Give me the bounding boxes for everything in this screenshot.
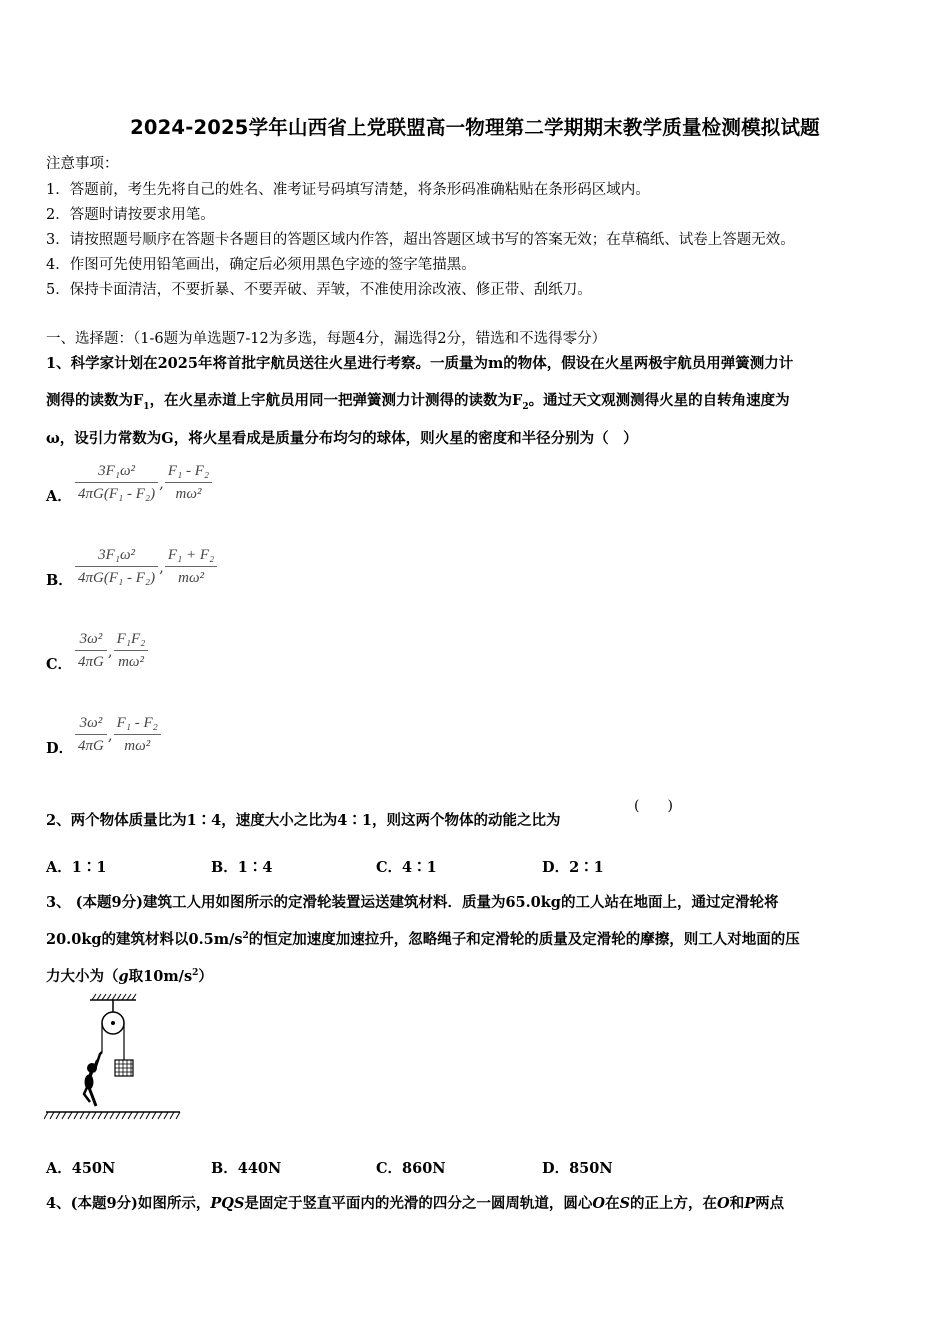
q1-option-a-label[interactable]: A． <box>46 488 72 505</box>
pulley-diagram <box>44 990 184 1125</box>
ground <box>44 1112 180 1119</box>
notice-item: 2．答题时请按要求用笔。 <box>46 207 215 223</box>
q4-stem-line1: 4、(本题9分)如图所示，PQS是固定于竖直平面内的光滑的四分之一圆周轨道，圆心O在S的正上方，在O和P两点 <box>46 1195 785 1212</box>
q2-choice-b[interactable]: B．1∶4 <box>211 859 273 876</box>
q2-choice-d[interactable]: D．2∶1 <box>542 859 604 876</box>
notice-item: 3．请按照题号顺序在答题卡各题目的答题区域内作答，超出答题区域书写的答案无效；在草稿纸、试卷上答题无效。 <box>46 232 795 248</box>
notice-item: 1．答题前，考生先将自己的姓名、准考证号码填写清楚，将条形码准确粘贴在条形码区域内。 <box>46 182 650 198</box>
q3-choice-a[interactable]: A．450N <box>46 1160 116 1177</box>
page-title: 2024-2025学年山西省上党联盟高一物理第二学期期末教学质量检测模拟试题 <box>130 116 820 139</box>
material-block <box>115 1060 133 1076</box>
q3-stem-line3: 力大小为（g取$10m/s^2$） <box>46 968 213 985</box>
q1-option-b-formula: $\frac{\text{3F₁ω²}}{\text{4πG(F₁ - F₂)}}$ , $\frac{\text{F₁ + F₂}}{\text{mω²}}$ <box>75 544 217 589</box>
q3-choice-c[interactable]: C．860N <box>376 1160 446 1177</box>
notice-item: 5．保持卡面清洁，不要折暴、不要弄破、弄皱，不准使用涂改液、修正带、刮纸刀。 <box>46 282 592 298</box>
q1-option-d-label[interactable]: D． <box>46 740 74 757</box>
q2-stem: 2、两个物体质量比为1∶4，速度大小之比为4∶1，则这两个物体的动能之比为 <box>46 812 561 829</box>
section-heading: 一、选择题：（1-6题为单选题7-12为多选，每题4分，漏选得2分，错选和不选得零分） <box>46 331 607 347</box>
q1-option-a-formula: $\frac{\text{3F₁ω²}}{\text{4πG(F₁ - F₂)}}$ , $\frac{\text{F₁ - F₂}}{\text{mω²}}$ <box>75 460 212 505</box>
q2-choice-c[interactable]: C．4∶1 <box>376 859 437 876</box>
q2-answer-paren: ( ) <box>634 798 673 814</box>
q1-option-c-formula: $\frac{\text{3ω²}}{4\pi G}$ , $\frac{\text{F₁F₂}}{\text{mω²}}$ <box>75 628 148 673</box>
q1-option-d-formula: $\frac{\text{3ω²}}{4\pi G}$ , $\frac{\text{F₁ - F₂}}{\text{mω²}}$ <box>75 712 161 757</box>
q1-option-b-label[interactable]: B． <box>46 572 73 589</box>
notice-item: 4．作图可先使用铅笔画出，确定后必须用黑色字迹的签字笔描黑。 <box>46 257 476 273</box>
q1-stem-line3: ω，设引力常数为G，将火星看成是质量分布均匀的球体，则火星的密度和半径分别为（ ） <box>46 430 638 447</box>
q3-choice-d[interactable]: D．850N <box>542 1160 613 1177</box>
worker-figure <box>84 1052 102 1106</box>
q3-stem-line1: 3、 (本题9分)建筑工人用如图所示的定滑轮装置运送建筑材料．质量为65.0kg的工人站在地面上，通过定滑轮将 <box>46 894 779 911</box>
q3-choice-b[interactable]: B．440N <box>211 1160 282 1177</box>
q2-choice-a[interactable]: A．1∶1 <box>46 859 107 876</box>
notice-heading: 注意事项： <box>46 156 119 172</box>
q1-stem-line1: 1、科学家计划在2025年将首批宇航员送往火星进行考察。一质量为m的物体，假设在火星两极宇航员用弹簧测力计 <box>46 355 794 372</box>
q1-stem-line2: 测得的读数为$F_1$，在火星赤道上宇航员用同一把弹簧测力计测得的读数为$F_2$。通过天文观测测得火星的自转角速度为 <box>46 392 790 412</box>
q1-option-c-label[interactable]: C． <box>46 656 73 673</box>
q3-stem-line2: 20.0kg的建筑材料以$0.5m/s^2$的恒定加速度加速拉升，忽略绳子和定滑轮的质量及定滑轮的摩擦，则工人对地面的压 <box>46 931 800 948</box>
